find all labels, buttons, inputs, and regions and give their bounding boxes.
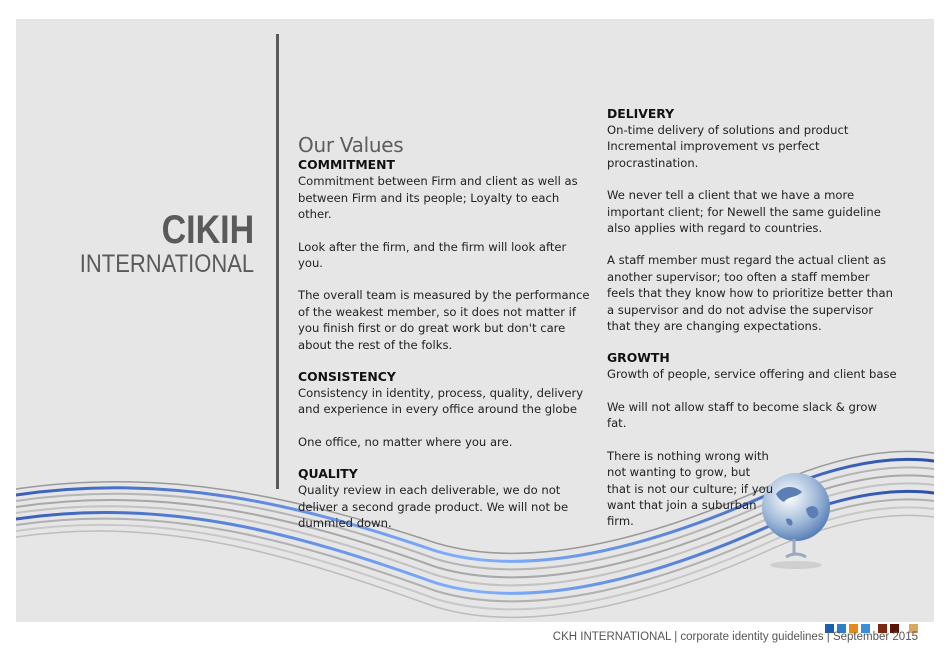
delivery-p2: We never tell a client that we have a more important client; for Newell the same guideline also applies with regard to countries. — [607, 188, 881, 236]
growth-p1: Growth of people, service offering and client base — [607, 367, 897, 382]
consistency-heading: CONSISTENCY — [298, 369, 396, 385]
growth-p3: There is nothing wrong with not wanting to grow, but that is not our culture; if you want that join a suburban firm. — [607, 448, 774, 529]
logo — [56, 209, 254, 278]
delivery-p3: A staff member must regard the actual client as another supervisor; too often a staff member feels that they know how to prioritize better than a supervisor and do not advise the supervisor that they are changing expectations. — [607, 253, 893, 334]
commitment-p1: Commitment between Firm and client as well as between Firm and its people; Loyalty to each other. — [298, 174, 578, 222]
growth-p2: We will not allow staff to become slack & grow fat. — [607, 399, 877, 431]
logo-main: CIKIH — [161, 208, 254, 252]
values-column-right — [607, 106, 897, 546]
growth-heading: GROWTH — [607, 350, 670, 366]
delivery-heading: DELIVERY — [607, 106, 675, 121]
vertical-divider — [276, 34, 279, 489]
quality-section — [298, 466, 593, 531]
quality-heading: QUALITY — [298, 466, 358, 482]
consistency-section — [298, 369, 593, 450]
quality-p1: Quality review in each deliverable, we do not deliver a second grade product. We will not be dummied down. — [298, 483, 569, 531]
growth-section — [607, 350, 897, 529]
logo-sub: INTERNATIONAL — [79, 250, 254, 278]
commitment-p2: Look after the firm, and the firm will look after you. — [298, 239, 567, 271]
values-title: Our Values — [298, 133, 404, 157]
commitment-heading: COMMITMENT — [298, 157, 395, 173]
page — [16, 19, 934, 622]
consistency-p2: One office, no matter where you are. — [298, 434, 513, 449]
delivery-section — [607, 106, 897, 334]
delivery-p1: On-time delivery of solutions and product Incremental improvement vs perfect procrastination. — [607, 123, 849, 170]
footer-text: CKH INTERNATIONAL | corporate identity guidelines | September 2015 — [552, 631, 918, 643]
commitment-section — [298, 157, 593, 353]
values-column-left — [298, 133, 593, 548]
footer — [0, 624, 950, 672]
consistency-p1: Consistency in identity, process, quality, delivery and experience in every office around the globe — [298, 386, 584, 417]
commitment-p3: The overall team is measured by the performance of the weakest member, so it does not matter if you finish first or do great work but don't care about the rest of the folks. — [298, 288, 590, 352]
